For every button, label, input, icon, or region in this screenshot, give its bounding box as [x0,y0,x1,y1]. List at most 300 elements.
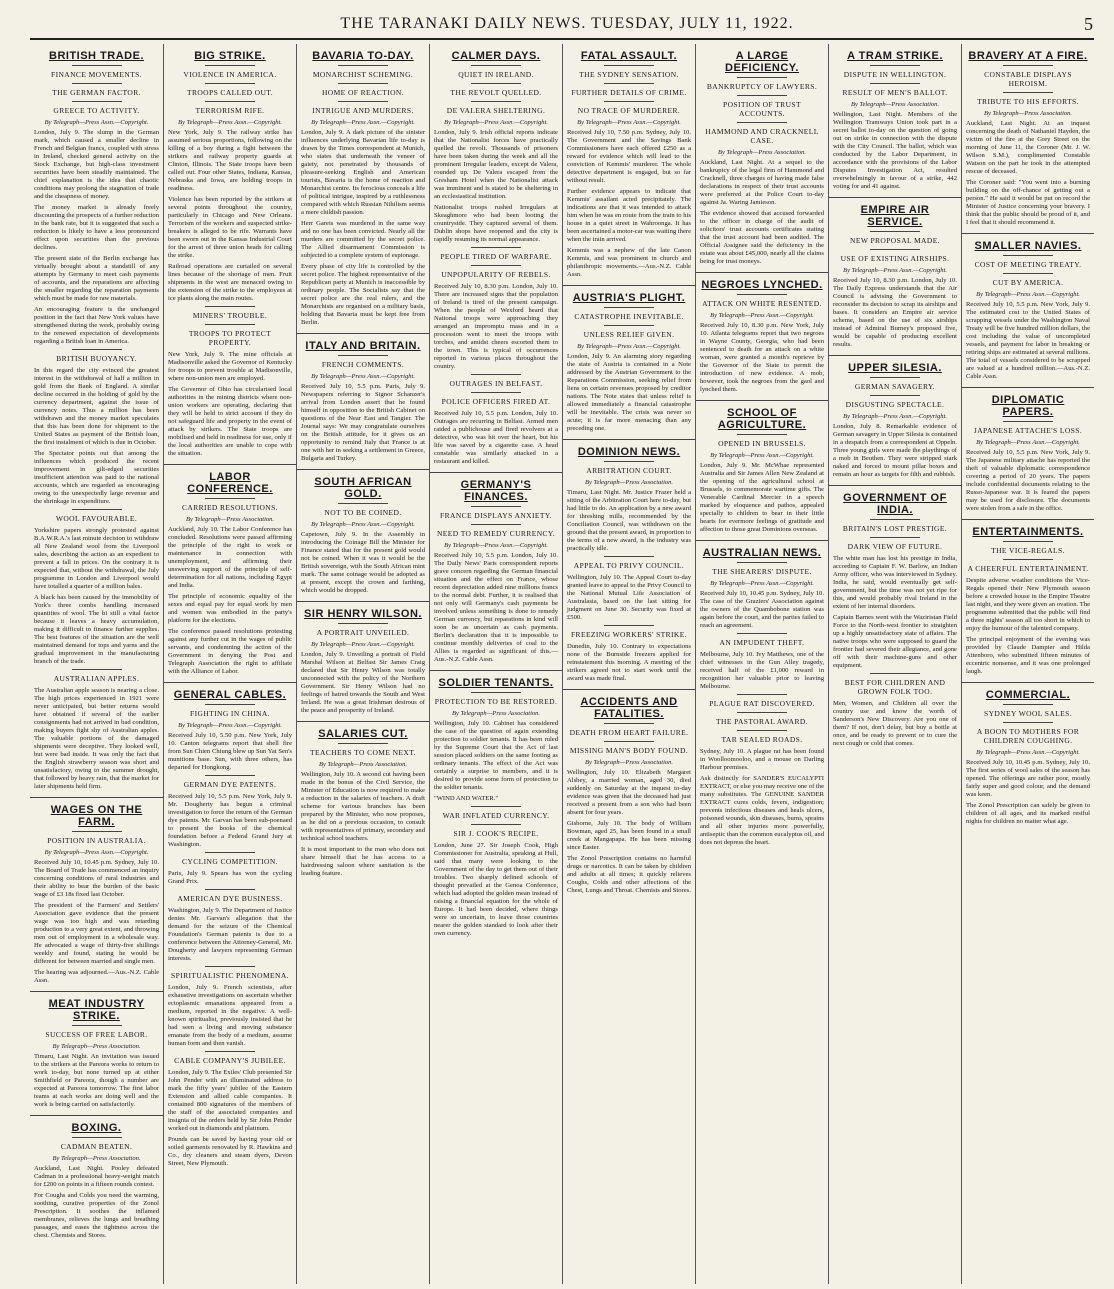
body-paragraph: "WIND AND WATER." [434,795,499,802]
divider [604,65,654,66]
divider [737,122,787,123]
article [567,439,691,553]
divider [338,355,388,356]
article-headline: BRITISH TRADE. [49,50,144,62]
body-paragraph: London, July 9. Irish official reports indicate that the Nationalist forces have practically quelled the revolt. Thousands of prisoners have been taken during the week and all the prominent Irregular leaders, except de Valera, rounded up. De Valera escaped from the Gresham Hotel when the Nationalist attack was imminent and is stated to be sheltering in an ecclesiastical institution. [434,129,558,200]
article [168,966,292,1048]
article-headline: NEGROES LYNCHED. [701,279,823,291]
divider [737,562,787,563]
article [700,400,824,534]
body-paragraph: The Spectator points out that among the influences which produced the recent improvement in gilt-edged securities insufficient attention was paid to the national accounts, which are regarded as encouraging owing to the unexpectedly large revenue and the shrinkage in expenditure. [34,450,159,505]
body-paragraph: In this regard the city evinced the greatest interest in the withdrawal of half a million in gold from the Bank of England. A similar decline occurred in the holding of gold by the currency department, against the issue of currency notes. Thus a million has been withdrawn and the money market speculates that this has been done for shipment to the United States as payment of the British loan, the first instalment of which is due in October. [34,367,159,446]
section-rule [829,355,961,356]
byline: By Telegraph—Press Assn.—Copyright. [710,452,814,459]
body-paragraph: Railroad operations are curtailed on several lines because of the shortage of men. Fruit shipments in the west are menaced owing to the extension of the strike to the employees at ice plants along the main routes. [168,263,292,302]
sub-headline: PROTECTION TO BE RESTORED. [434,697,558,706]
divider [205,852,255,853]
sub-headline: THE REVOLT QUELLED. [450,88,542,97]
article [700,633,824,691]
article [34,509,159,666]
divider [737,633,787,634]
divider [205,65,255,66]
sub-headline: PLAGUE RAT DISCOVERED. [709,699,815,708]
article [168,852,292,886]
body-paragraph: Men, Women, and Children all over the country use and know the worth of Sanderson's New Discovery. Are you one of them? If not, don't delay, but buy a bottle at once, and be ready to prevent or to cure the next cough or cold that comes. [833,700,957,747]
article [567,689,691,895]
article [833,485,957,670]
divider [338,65,388,66]
sub-headline: THE SHEARERS' DISPUTE. [712,567,812,576]
sub-headline: FRANCE DISPLAYS ANXIETY. [440,511,552,520]
body-paragraph: Sydney, July 10. A plague rat has been found in Woolloomooloo, and a mouse on Darling Harbour premises. [700,748,824,771]
article-headline: GENERAL CABLES. [173,689,287,701]
divider [604,461,654,462]
sub-headline: OPENED IN BRUSSELS. [718,439,806,448]
sub-headline: UNLESS RELIEF GIVEN. [583,330,675,339]
body-paragraph: Pounds can be saved by having your old or soiled garments renovated by R. Hawkins and Co., dry cleaners and steam dyers, Devon Street, New Plymouth. [168,1136,292,1167]
byline: By Telegraph—Press Assn.—Copyright. [311,641,415,648]
body-paragraph: Wellington, July 10. Cabinet has considered the case of the question of again extending protection to soldier tenants. It has been ruled by the Supreme Court that the Act of last session placed soldiers on the same footing as ordinary tenants. The effect of the Act was certainly a surprise to members, and it is desired to provide some form of protection to the soldier tenants. [434,720,558,791]
sub-headline: NEED TO REMEDY CURRENCY. [436,529,556,538]
article [34,991,159,1109]
sub-headline: TRIBUTE TO HIS EFFORTS. [977,97,1079,106]
body-paragraph: Auckland, Last Night. At a sequel to the bankruptcy of the legal firm of Hammond and Cracknell, three charges of having made false declarations in respect of their trust accounts were preferred at the Police Court to-day against Ja. Waring Jamieson. [700,159,824,206]
divider [205,324,255,325]
sub-headline: CONSTABLE DISPLAYS HEROISM. [984,70,1072,88]
article [966,682,1090,826]
sub-headline: WAR INFLATED CURRENCY. [442,811,550,820]
article [301,469,425,595]
divider [471,247,521,248]
divider [870,231,920,232]
sub-headline: DISGUSTING SPECTACLE. [845,400,945,409]
body-paragraph: A black has been caused by the immobility of York's three combs handling increased quantities of wool. The bi still a vital factor because it leaves a heavy accumulation, making it difficult to finance further supplies. The best features of the situation are the well maintained demand for tops and yarns and the gradual improvement in the manufacturing branch of the trade. [34,594,159,665]
article [567,50,691,279]
column-1 [30,44,163,1284]
article-headline: AUSTRIA'S PLIGHT. [572,292,686,304]
article [966,387,1090,513]
byline: By Telegraph—Press Assn.—Copyright. [710,312,814,319]
divider [205,1051,255,1052]
body-paragraph: The hearing was adjourned.—Aus.-N.Z. Cable Assn. [34,969,159,984]
sub-headline: CATASTROPHE INEVITABLE. [574,312,684,321]
byline: By Telegraph—Press Association. [584,759,674,766]
body-paragraph: Further evidence appears to indicate that Kemmis' assailant acted precipitately. The indications are that it was intended to attack him when he was en route from the train to his house in a quiet street in Wahroonga. It has been ascertained a motor-car was waiting there when the train arrived. [567,188,691,243]
divider [205,498,255,499]
sub-headline: NO TRACE OF MURDERER. [577,106,681,115]
byline: By Telegraph—Press Assn.—Copyright. [843,413,947,420]
byline: By Telegraph—Press Assn.—Copyright. [976,749,1080,756]
sub-headline: WOOL FAVOURABLE. [55,514,138,523]
sub-headline: CARRIED RESOLUTIONS. [182,503,278,512]
section-rule [563,285,695,286]
divider [1003,421,1053,422]
article [168,889,292,963]
byline: By Telegraph—Press Association. [584,479,674,486]
divider [604,625,654,626]
column-5 [562,44,695,1284]
sub-headline: TERRORISM RIFE. [195,106,265,115]
sub-headline: MONARCHIST SCHEMING. [312,70,414,79]
byline: By Telegraph—Press Association. [983,110,1073,117]
body-paragraph: The present state of the Berlin exchange has virtually brought about a standstill of any attempts by Germany to meet cash payments of accounts, and the reparations are affecting the smaller regarding the reparation payments which must be made for raw materials. [34,255,159,302]
article [168,306,292,458]
column-6 [695,44,828,1284]
section-rule [30,1115,163,1116]
divider [1003,541,1053,542]
article [34,669,159,791]
sub-headline: AMERICAN DYE BUSINESS. [177,894,283,903]
body-paragraph: Received July 10, 5.5 p.m. New York, July 9. The estimated cost to the United States of scrapping vessels under the Washington Naval Treaty will be five hundred million dollars, the cost including the value of uncompleted vessels, and payment for labor in breaking or retiring ships are estimated at several millions. The total of vessels considered to be scrapped are valued at a hundred million.—Aus.-N.Z. Cable Assn. [966,301,1090,380]
section-rule [30,797,163,798]
body-paragraph: Received July 10, 5.5 p.m. London, July 10. The Daily News' Paris correspondent reports grave concern regarding the German financial situation and the effect on France, whose recent depreciation added nine millions francs to the normal debt. Further, it is realised that not only will Germany's cash payments be involved unless something is done to remedy German currency, but reparations in kind will soon be as uncertain as cash payments. Berlin's declaration that it is impossible to continue monthly deliveries of coal to the Allies is regarded as significant of this.—Aus.-N.Z. Cable Assn. [434,552,558,663]
body-paragraph: Received July 10, 5.5 p.m. London, July 10. Outrages are recurring in Belfast. Armed men raided a publichouse and fired revolvers at a detective, who was hit over the heart, but his life was saved by a cigarette case. A head constable was similarly attacked in a restaurant and killed. [434,410,558,465]
divider [604,101,654,102]
section-rule [696,400,828,401]
sub-headline: AN IMPUDENT THEFT. [719,638,805,647]
masthead [30,14,1094,34]
byline: By Telegraph—Press Assn.—Copyright. [44,849,149,856]
sub-headline: THE PASTORAL AWARD. [716,717,808,726]
divider [72,101,122,102]
byline: By Telegraph—Press Assn.—Copyright. [311,373,415,380]
sub-headline: TROOPS CALLED OUT. [186,88,274,97]
byline: By Telegraph—Press Assn.—Copyright. [311,521,415,528]
article-headline: SALARIES CUT. [318,728,408,740]
article-headline: COMMERCIAL. [985,689,1071,701]
body-paragraph: Dunedin, July 10. Contrary to expectations none of the Burnside freezers applied for reinstatement this morning. A meeting of the strikers agreed not to start work until the award was made final. [567,643,691,682]
sub-headline: ARBITRATION COURT. [586,466,672,475]
sub-headline: GERMAN SAVAGERY. [854,382,936,391]
divider [870,519,920,520]
body-paragraph: Captain Barnes went with the Waziristan Field Force to the North-west frontier to straighten up a highly unsatisfactory state of affairs. The native troops who were supposed to guard the frontier had severed their allegiance, and gone off with their machine-guns and other equipment. [833,614,957,669]
body-paragraph: Washington, July 9. The Department of Justice denies Mr. Garvan's allegation that the demand for the seizure of the Chemical Foundation's German patents is due to a conference between the Attorney-General, Mr. Dougherty and lawyers representing German interests. [168,907,292,962]
body-paragraph: The evidence showed that accused forwarded to the officer in charge of the audit of solicitors' trust accounts certificates stating that the trust account had been audited. The Official Assignee said the deficiency in the estate was about £45,000, nearly all the claims being for trust moneys. [700,210,824,265]
section-rule [297,721,429,722]
article-headline: FATAL ASSAULT. [580,50,678,62]
divider [870,65,920,66]
sub-headline: DARK VIEW OF FUTURE. [847,542,943,551]
divider [737,95,787,96]
divider [870,673,920,674]
body-paragraph: London, June 27. Sir Joseph Cook, High Commissioner for Australia, speaking at Hull, said that many were looking to the Government of the day to get them out of their troubles. Two sharply defined schools of thought prevailed at the Genoa Conference, which had adopted the golden mean instead of raising a financial equation for the whole of Europe. It had been decided, where things were so uncertain, to leave those countries nearer the golden standard to look after their own currency. [434,842,558,937]
section-rule [962,387,1094,388]
divider [870,83,920,84]
sub-headline: MINERS' TROUBLE. [192,311,268,320]
sub-headline: FREEZING WORKERS' STRIKE. [570,630,687,639]
sub-headline: APPEAL TO PRIVY COUNCIL. [573,561,685,570]
article [434,670,558,803]
article [833,355,957,479]
body-paragraph: Auckland, July 10. The Labor Conference has concluded. Resolutions were passed affirming the principle of the right to work or maintenance in connection with unemployment, and affirming their unswerving support of the principle of self-determination for all nations, including Egypt and India. [168,526,292,589]
article-headline: SIR HENRY WILSON. [304,608,422,620]
divider [1003,255,1053,256]
body-paragraph: Timaru, Last Night. An invitation was issued to the strikers at the Pareora works to return to work to-day, but none turned up at either Smithfield or Pareora, though a number are expected at Pareora tomorrow. The first labor teams at each works are doing well and the work is being carried on satisfactorily. [34,1053,159,1108]
divider [72,83,122,84]
article-headline: SMALLER NAVIES. [974,240,1082,252]
byline: By Telegraph—Press Assn.—Copyright. [577,119,681,126]
sub-headline: A PORTRAIT UNVEILED. [316,628,410,637]
divider [471,374,521,375]
section-rule [297,601,429,602]
article-headline: CALMER DAYS. [451,50,541,62]
divider [1003,704,1053,705]
sub-headline: DISPUTE IN WELLINGTON. [843,70,947,79]
body-paragraph: New York, July 9. The railway strike has assumed serious proportions, following on the killing of a boy during a fight between the strikers and railway property guards at Clinton, Illinois. The State troops have been called out. Four other States, Indiana, Kansas, Nebraska and Iowa, are holding troops in readiness. [168,129,292,192]
body-paragraph: The principle of economic equality of the sexes and equal pay for equal work by men and women was embodied in the party's platform for the elections. [168,593,292,624]
divider [737,730,787,731]
byline: By Telegraph—Press Assn.—Copyright. [577,343,681,350]
divider [870,377,920,378]
sub-headline: CYCLING COMPETITION. [182,857,278,866]
divider [471,392,521,393]
body-paragraph: The conference passed resolutions protesting against any further cut in the wages of public servants, and condemning the action of the Government in denying the Post and Telegraph Association the right to affiliate with the Alliance of Labor. [168,628,292,675]
body-paragraph: Despite adverse weather conditions the Vice-Regals opened their New Plymouth season before a crowded house in the Empire Theatre last night, and they were given an ovation. The programme submitted that the public will find a three nights' season all too short in which to enjoy the humour of the talented company. [966,577,1090,632]
article [434,806,558,938]
sub-headline: BANKRUPTCY OF LAWYERS. [706,82,818,91]
body-paragraph: Received July 10, 10.45 p.m. Sydney, July 10. The Board of Trade has commenced an inquiry concerning conditions of rural industries and their ability to bear the burden of the basic wage of £3 18s fixed last October. [34,859,159,898]
sub-headline: THE SYDNEY SENSATION. [579,70,679,79]
sub-headline: THE GERMAN FACTOR. [52,88,141,97]
body-paragraph: The Zonol Prescription can safely be given to children of all ages, and its marked restful nights for children no matter what age. [966,802,1090,825]
byline: By Telegraph—Press Assn.—Copyright. [444,542,548,549]
divider [737,294,787,295]
sub-headline: FURTHER DETAILS OF CRIME. [571,88,687,97]
divider [205,83,255,84]
divider [1003,722,1053,723]
divider [471,101,521,102]
article [301,50,425,327]
body-paragraph: Received July 10, 10.45 p.m. Sydney, July 10. The case of the Graziers' Association against the owners of the Quambobone station was again before the court, and the parties failed to reach an agreement. [700,590,824,629]
column-8 [961,44,1094,1284]
byline: By Telegraph—Press Assn.—Copyright. [710,580,814,587]
sub-headline: POSITION IN AUSTRALIA. [47,836,146,845]
sub-headline: A CHEERFUL ENTERTAINMENT. [967,564,1089,573]
section-rule [430,472,562,473]
body-paragraph: Timaru, Last Night. Mr. Justice Frazer held a sitting of the Arbitration Court here to-day, but had little to do. An application by a new award for threshing mills, recommended by the Conciliation Council, was withdrawn on the ground that the present award, in proportion to the terms of a new award, is the industry was practically idle. [567,489,691,552]
divider [737,712,787,713]
article [434,50,558,244]
masthead-title: THE TARANAKI DAILY NEWS. TUESDAY, JULY 11, 1922. [340,15,794,32]
article [34,797,159,985]
body-paragraph: Received July 10, 10.45 p.m. Sydney, July 10. The first series of wool sales of the season has opened. The offerings are rather poor, mostly fairly super and good colour, and the demand was keen. [966,759,1090,798]
divider [72,1025,122,1026]
article-headline: WAGES ON THE FARM. [50,804,143,828]
divider [338,503,388,504]
sub-headline: TAR SEALED ROADS. [721,735,803,744]
divider [870,537,920,538]
article-headline: GERMANY'S FINANCES. [460,479,532,503]
article [34,349,159,506]
article [301,333,425,463]
body-paragraph: Capetown, July 9. In the Assembly in introducing the Coinage Bill the Minister for Finance stated that for the present gold would not be coined. When it was it would be the British sovereign, with the South African mint mark. The same coinage would be adopted as at present, except the crown and farthing, which would be dropped. [301,531,425,594]
body-paragraph: Gisborne, July 10. The body of William Bowman, aged 25, has been found in a small creek at Mangapapa. He has been missing since Easter. [567,820,691,851]
byline: By Telegraph—Press Association. [451,710,541,717]
article-headline: DOMINION NEWS. [577,446,681,458]
body-paragraph: Received July 10, 8.30 p.m. London, July 10. The Daily Express understands that the Air Council is advising the Government to reconsider its decision to scrap its airships and bases. It considers an Empire air service scheme, based on the use of six airships instead of Admiral Burney's proposed five, would be capable of producing excellent results. [833,277,957,348]
byline: By Telegraph—Press Association. [52,1043,141,1050]
section-rule [563,689,695,690]
body-paragraph: The principal enjoyment of the evening was provided by Claude Dampier and Hilda Attenboro, who submitted fifteen minutes of eccentric nonsense, and it was one prolonged laugh. [966,636,1090,675]
sub-headline: BRITAIN'S LOST PRESTIGE. [842,524,948,533]
body-paragraph: Melbourne, July 10. Ivy Matthews, one of the chief witnesses in the Gun Alley tragedy, received half of the £1,000 reward in recognition her valuable prior to leaving Melbourne. [700,651,824,690]
body-paragraph: Received July 10, 5.50 p.m. New York, July 10. Canton telegrams report that shell fire from Sun Chien Chiung blew up Sun Yat Sen's munitions base. Sun, with three others, has departed for Hongkong. [168,732,292,771]
section-rule [297,333,429,334]
body-paragraph: Herr Gareis was murdered in the same way and no one has been convicted. Nearly all the murders are committed by the secret police. The Allied disarmament Commission is subjected to a complete system of espionage. [301,220,425,259]
divider [604,325,654,326]
column-2 [163,44,296,1284]
divider [72,1137,122,1138]
byline: By Telegraph—Press Assn.—Copyright. [44,119,149,126]
sub-headline: SUCCESS OF FREE LABOR. [45,1030,148,1039]
article-headline: MEAT INDUSTRY STRIKE. [48,998,145,1022]
article-headline: SOUTH AFRICAN GOLD. [314,476,412,500]
column-4 [429,44,562,1284]
sub-headline: GREECE TO ACTIVITY. [53,106,140,115]
body-paragraph: The white man has lost his prestige in India, according to Captain F. W. Barlow, an Indian Army officer, who was interviewed in Sydney. India, he said, would eventually get self-government, but the time was not yet ripe for this, and would probably rival Ireland in the extent of her internal disorders. [833,555,957,610]
article [966,50,1090,227]
divider [72,831,122,832]
sub-headline: HAMMOND AND CRACKNELL CASE. [705,127,819,145]
sub-headline: POSITION OF TRUST ACCOUNTS. [723,100,801,118]
divider [737,77,787,78]
body-paragraph: Auckland, Last Night. Pooley defeated Cadman in a professional heavy-weight match for £200 on points in a fifteen rounds contest. [34,1165,159,1188]
body-paragraph: Received July 10, 8.30 p.m. New York, July 10. Atlanta telegrams report that two negroes in Wayne County, Georgia, who had been sentenced to death for an attack on a white woman, were granted a month's reprieve by the Governor of the State to permit the introduction of new evidence. A mob, however, took the negroes from the gaol and lynched them. [700,322,824,393]
masthead-rule [30,38,1094,40]
article [434,374,558,466]
body-paragraph: For Coughs and Colds you need the warming, soothing, curative properties of the Zonol Prescription. It soothes the inflamed membranes, relieves the lungs and breathing passages, and eases the tightness across the chest. Chemists and Stores. [34,1192,159,1239]
body-paragraph: An encouraging feature is the unchanged position in the fact that New York values have strengthened during the week, probably owing to the renewed expectation of developments regarding a British loan in America. [34,306,159,345]
divider [471,83,521,84]
divider [338,101,388,102]
sub-headline: RESULT OF MEN'S BALLOT. [842,88,948,97]
body-paragraph: New York, July 9. The mine officials at Madisonville asked the Governor of Kentucky for troops to prevent trouble at Madisonville, where non-union men are employed. [168,351,292,382]
article [34,1115,159,1240]
section-rule [829,485,961,486]
article [833,197,957,349]
body-paragraph: London, July 9. Unveiling a portrait of Field Marshal Wilson at Belfast Sir James Craig declared that Sir Henry Wilson was totally unconnected with the policy of the Northern Government. Sir Henry Wilson had no feelings of hatred towards the South and West Ireland. He was a great Irishman desirous of the peace and prosperity of Ireland. [301,651,425,714]
byline: By Telegraph—Press Association. [185,516,275,523]
section-rule [164,464,296,465]
divider [205,889,255,890]
body-paragraph: It is most important to the man who does not share himself that he has access to a hairdressing saloon where sanitation is the leading feature. [301,846,425,877]
divider [205,306,255,307]
body-paragraph: Yorkshire papers strongly protested against B.A.W.R.A.'s last minute decision to withdraw all New Zealand wool from the Liverpool sales, describing the action as an expedient to prevent a fall in prices. On the contrary it is expected that, without the withdrawal, the July programme in London and Liverpool would have totalled a quarter of a million bales. [34,527,159,590]
article [168,775,292,849]
sub-headline: VIOLENCE IN AMERICA. [183,70,277,79]
body-paragraph: London, July 9. French scientists, after exhaustive investigations on ascertain whether ectoplasmic emanations appeared from a medium, reported in the negative. A well-known spiritualist, previously insisted that he had seen a living and moving substance emanate from the body of a medium, assume human form and then vanish. [168,984,292,1047]
article [567,556,691,622]
article-headline: BIG STRIKE. [194,50,266,62]
article-headline: ITALY AND BRITAIN. [305,340,421,352]
article-headline: A TRAM STRIKE. [847,50,943,62]
body-paragraph: Wellington, July 10. The Appeal Court to-day granted leave to appeal to the Privy Council to the National Mutual Life Association of Australasia, based on the last sitting for judgment on June 30. Security was fixed at £500. [567,574,691,621]
article-headline: BOXING. [71,1122,122,1134]
sub-headline: ATTACK ON WHITE RESENTED. [702,299,822,308]
article [301,721,425,878]
byline: By Telegraph—Press Assn.—Copyright. [311,119,415,126]
divider [604,556,654,557]
divider [72,669,122,670]
section-rule [829,197,961,198]
byline: By Telegraph—Press Association. [717,149,807,156]
divider [604,83,654,84]
sub-headline: TEACHERS TO COME NEXT. [310,748,416,757]
body-paragraph: London, July 9. Mr. McWhae represented Australia and Sir James Allen New Zealand at the opening of the agricultural school at Brussels, to commemorate wartime gifts. The Venerable Cardinal Mercier in a speech marked by eloquence and pathos, appealed specially to children to bear in their little hearts for evermore feelings of gratitude and affection to those great Dominions overseas. [700,462,824,533]
article [168,50,292,303]
article [168,1051,292,1168]
article [833,673,957,748]
sub-headline: SIR J. COOK'S RECIPE. [453,829,539,838]
sub-headline: USE OF EXISTING AIRSHIPS. [840,254,950,263]
divider [870,395,920,396]
body-paragraph: Paris, July 9. Spears has won the cycling Grand Prix. [168,870,292,885]
divider [870,249,920,250]
body-paragraph: Wellington, July 10. A second cut having been made in the bonus of the Civil Service, the Minister of Education is now required to make a reduction in the salaries of teachers. A draft scheme for various branches has been prepared by the Minister, who now proposes, as he did on a previous occasion, to consult with representatives of primary, secondary and technical school teachers. [301,771,425,842]
divider [737,434,787,435]
body-paragraph: London, July 8. Remarkable evidence of German savagery in Upper Silesia is contained in a despatch from a correspondent at Oppeln. Three young girls were made the playthings of a mob in Beuthen. They were stripped stark naked and forced to mount pillar boxes and remain an hour as targets for filth and rubbish. [833,423,957,478]
article-headline: GOVERNMENT OF INDIA. [843,492,947,516]
sub-headline: A BOON TO MOTHERS FOR CHILDREN COUGHING. [976,727,1080,745]
byline: By Telegraph—Press Assn.—Copyright. [444,119,548,126]
body-paragraph: Wellington, July 10. Elizabeth Margaret Alsbey, a married woman, aged 30, died suddenly on Saturday at the inquest to-day evidence was given that the deceased had just received a present from a son who had been absent for four years. [567,769,691,816]
article-headline: DIPLOMATIC PAPERS. [991,394,1065,418]
sub-headline: CUT BY AMERICA. [992,278,1064,287]
byline: By Telegraph—Press Association. [850,101,940,108]
body-paragraph: Nationalist troops rushed Irregulars at Skeaghmore who had been looting the countryside. They captured several of them. Dublin shops have reopened and the city is rapidly resuming its normal appearance. [434,204,558,243]
body-paragraph: London, July 9. The slump in the German mark, which caused a smaller decline in French and Belgian francs, coupled with stress in Ireland, checked general activity on the Stock Exchange, but high-class investment securities have been steadily maintained. The chief explanation is the idea that chaotic conditions may prolong the stagnation of trade and the cheapness of money. [34,129,159,200]
article-headline: EMPIRE AIR SERVICE. [860,204,930,228]
body-paragraph: Auckland, Last Night. At an inquest concerning the death of Nathaniel Hayden, the victim of the fire at the Grey Street on the morning of June 11, the Coroner (Mr. J. W. Wilson S.M.), complimented Constable Watson on the part he took in the attempted rescue of deceased. [966,120,1090,175]
article-headline: SCHOOL OF AGRICULTURE. [717,407,807,431]
sub-headline: COST OF MEETING TREATY. [974,260,1082,269]
body-paragraph: London, July 9. A dark picture of the sinister influences underlying Bavarian life to-day is drawn by the Times correspondent at Munich, who states that underneath the veneer of gaiety, not penetrated by thousands of pleasure-seeking English and American tourists, Bavaria is the home of reaction and Monarchist centre. Its ferocious conceals a life of political intrigue, inspired by a ruthlessness compared with which Russian Nihilism seems a mere childish passion. [301,129,425,216]
article [434,247,558,371]
section-rule [962,233,1094,234]
article-headline: UPPER SILESIA. [848,362,942,374]
section-rule [962,519,1094,520]
divider [471,506,521,507]
sub-headline: CADMAN BEATEN. [60,1142,133,1151]
body-paragraph: London, July 9. An alarming story regarding the state of Austria is contained in a Note addressed by the Austrian Government to the Reparations Commission, seeking relief from liens on certain revenues proposed by creditor nations. The Note states that unless relief is allowed immediately a financial catastrophe will be inevitable. The crisis was never so acute; it is far more menacing than any preceding one. [567,353,691,432]
article [567,285,691,433]
body-paragraph: London, July 9. The Exiles' Club presented Sir John Pender with an illuminated address to mark the fifty years' jubilee of the Eastern Extension and allied cable companies. It contained 800 signatures of the members of the staff of the associated companies and insignia of the orders held by Sir John Pender worked out in diamonds and platinum. [168,1069,292,1132]
byline: By Telegraph—Press Assn.—Copyright. [976,291,1080,298]
body-paragraph: Received July 10, 8.30 p.m. London, July 10. There are increased signs that the population of Ireland is tired of the present campaign. When the people of Wexford heard that National troops were approaching they arranged an impromptu mass and in a procession went to meet the troops with torches, and amidst cheers escorted them to the town. This is typical of occurrences reported in various places throughout the country. [434,283,558,370]
divider [737,694,787,695]
body-paragraph: The president of the Farmers' and Settlers' Association gave evidence that the present wage was too high and was retarding production to a very great extent, and throwing men out of employment in a wholesale way. He advocated a wage of thirty-five shillings weekly and found, stating he would be different for between married and single men. [34,902,159,965]
body-paragraph: Every phase of city life is controlled by the secret police. The highest representative of the Republican party at Munich is inaccessible by ordinary people. The Socialists say that the secret police are the real rulers, and the Monarchists are organised on a military basis, holding that Bavaria must be kept free from Berlin. [301,263,425,326]
article-headline: A LARGE DEFICIENCY. [725,50,799,74]
article [966,233,1090,381]
divider [338,623,388,624]
article [434,472,558,664]
divider [471,824,521,825]
body-paragraph: Kemmis was a nephew of the late Canon Kemmis, and was prominent in church and philanthropic movements.—Aus.-N.Z. Cable Assn. [567,247,691,278]
section-rule [696,272,828,273]
section-rule [962,682,1094,683]
body-paragraph: The Zonol Prescription contains no harmful drugs or narcotics. It can be taken by children and adults at all times; it quickly relieves Coughs, Colds and other affections of the Chest, Lungs and Throat. Chemists and Stores. [567,855,691,894]
column-7 [828,44,961,1284]
sub-headline: GERMAN DYE PATENTS. [183,780,277,789]
section-rule [30,991,163,992]
sub-headline: MISSING MAN'S BODY FOUND. [569,746,689,755]
divider [604,307,654,308]
article-headline: ENTERTAINMENTS. [972,526,1084,538]
divider [72,65,122,66]
article [700,50,824,266]
sub-headline: SYDNEY WOOL SALES. [984,709,1072,718]
